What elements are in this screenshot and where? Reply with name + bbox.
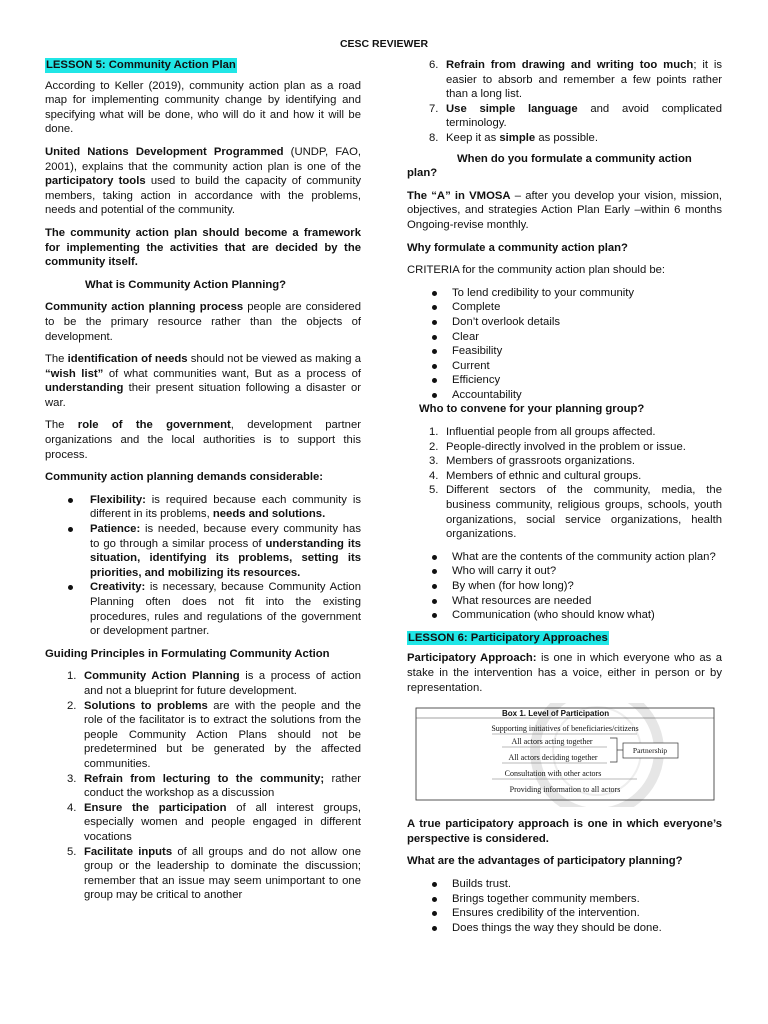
- list-item: [407, 550, 722, 565]
- diagram-title: Box 1. Level of Participation: [502, 709, 610, 719]
- demand-text: is required because each community is different in its problems,: [90, 493, 361, 521]
- who-text: Influential people from all groups affected.: [446, 426, 656, 439]
- level-5-label: Providing information to all actors: [509, 785, 621, 795]
- guiding-list: [45, 669, 361, 903]
- undp-paragraph: [45, 145, 361, 218]
- who-heading: Who to convene for your planning group?: [419, 403, 645, 416]
- list-item: [407, 344, 722, 359]
- process-text: people are considered to be the primary resource rather than the objects of development.: [45, 301, 361, 343]
- guiding-text: are with the people and the role of the facilitator is to extract the solutions from the people Community Action Plans should not be predetermined but be generated by the affected communities.: [84, 699, 361, 770]
- list-number: 1.: [429, 426, 439, 439]
- criteria-text: To lend credibility to your community: [452, 286, 635, 299]
- criteria-text: Don’t overlook details: [452, 315, 561, 328]
- bullet-icon: [432, 335, 437, 340]
- guiding-text: rather conduct the workshop as a discussion: [84, 772, 361, 800]
- list-item: [407, 388, 722, 403]
- guiding-text: of all interest groups, especially women and people engaged in different vocations: [84, 801, 361, 843]
- ident-text-2: should not be viewed as making a: [187, 353, 361, 366]
- question-text: What are the contents of the community action plan?: [452, 550, 716, 563]
- list-item: [45, 580, 361, 638]
- participatory-paragraph: [407, 651, 722, 695]
- lesson-6-heading: LESSON 6: Participatory Approaches: [408, 631, 608, 644]
- list-item: [407, 131, 722, 146]
- list-number: 8.: [429, 131, 439, 144]
- list-number: 2.: [67, 699, 77, 712]
- right-column: [407, 58, 722, 943]
- list-item: [45, 522, 361, 580]
- question-text: Communication (who should know what): [452, 609, 655, 622]
- level-3-label: All actors deciding together: [508, 753, 598, 763]
- lesson-5-heading: LESSON 5: Community Action Plan: [46, 59, 236, 71]
- ident-text-1: The: [45, 353, 68, 366]
- bullet-icon: [68, 585, 73, 590]
- undp-text-2: used to build the capacity of community members, taking action in accordance with the problems, needs and potential of the community.: [45, 175, 361, 217]
- bullet-icon: [432, 569, 437, 574]
- keller-paragraph: According to Keller (2019), community action plan as a road map for implementing community change by identifying and specifying what will be done, who will do it and how it will be done.: [45, 79, 361, 136]
- bullet-icon: [432, 320, 437, 325]
- guiding-text: Keep it as: [446, 131, 500, 144]
- list-number: 3.: [429, 455, 439, 468]
- bullet-icon: [432, 926, 437, 931]
- role-bold: role of the government: [77, 419, 231, 432]
- question-text: By when (for how long)?: [452, 580, 574, 592]
- list-item: [407, 877, 722, 892]
- simple-bold: simple: [499, 131, 536, 144]
- list-item: [407, 359, 722, 374]
- participatory-tools-bold: participatory tools: [45, 175, 146, 188]
- bullet-icon: [432, 599, 437, 604]
- list-item: [45, 772, 361, 801]
- list-item: [45, 845, 361, 903]
- list-item: [407, 906, 722, 921]
- guiding-term: Ensure the participation: [84, 801, 227, 814]
- list-number: 2.: [429, 440, 439, 453]
- bullet-icon: [432, 613, 437, 618]
- ident-bold-3: understanding: [45, 382, 124, 395]
- list-number: 3.: [67, 772, 77, 785]
- questions-list: [407, 550, 722, 623]
- criteria-intro: CRITERIA for the community action plan should be:: [407, 264, 666, 277]
- left-column: [45, 58, 361, 911]
- undp-text-1: (UNDP, FAO, 2001), explains that the community action plan is one of the: [45, 145, 361, 173]
- list-item: [407, 892, 722, 907]
- when-heading-text: When do you formulate a community action plan?: [407, 152, 692, 180]
- who-text: Members of grassroots organizations.: [446, 455, 635, 468]
- guiding-term: Refrain from drawing and writing too much: [446, 59, 694, 71]
- process-paragraph: [45, 300, 361, 344]
- list-item: [407, 594, 722, 609]
- identification-paragraph: [45, 352, 361, 410]
- list-item: [407, 286, 722, 301]
- list-item: [45, 493, 361, 522]
- advantage-text: Brings together community members.: [452, 892, 640, 905]
- ident-text-4: their present situation following a disaster or war.: [45, 382, 361, 409]
- demand-term: Creativity:: [90, 581, 146, 594]
- ident-text-3: of what communities want, But as a process of: [103, 367, 361, 380]
- framework-paragraph: The community action plan should become a framework for implementing the activities that are decided by the community itself.: [45, 226, 361, 269]
- bullet-icon: [432, 555, 437, 560]
- list-item: [45, 669, 361, 698]
- list-number: 4.: [429, 469, 439, 482]
- list-number: 4.: [67, 801, 77, 814]
- ident-bold-1: identification of needs: [67, 353, 188, 366]
- guiding-text: is a process of action and not a blueprint for future development.: [84, 670, 361, 697]
- what-is-cap-heading: What is Community Action Planning?: [85, 278, 287, 291]
- who-text: Different sectors of the community, media, the business community, religious groups, schools, youth organizations, social service organizations, health organizations.: [446, 484, 722, 541]
- guiding-text: and avoid complicated terminology.: [446, 102, 722, 130]
- vmosa-bold: The “A” in VMOSA: [407, 189, 511, 202]
- criteria-text: Feasibility: [452, 345, 503, 358]
- guiding-term: Refrain from lecturing to the community;: [84, 772, 325, 785]
- list-item: [407, 440, 722, 455]
- list-item: [407, 330, 722, 345]
- question-text: Who will carry it out?: [452, 565, 557, 578]
- role-paragraph: [45, 418, 361, 462]
- list-item: [407, 373, 722, 388]
- list-number: 5.: [429, 484, 439, 497]
- guiding-text: ; it is easier to absorb and remember a few points rather than a long list.: [446, 59, 722, 101]
- criteria-list: [407, 286, 722, 403]
- demand-term: Patience:: [90, 523, 141, 536]
- list-item: [45, 801, 361, 845]
- participatory-bold: Participatory Approach:: [407, 652, 537, 665]
- level-4-label: Consultation with other actors: [504, 769, 602, 779]
- guiding-term: Facilitate inputs: [84, 845, 173, 858]
- list-item: [407, 469, 722, 484]
- partnership-label: Partnership: [632, 746, 668, 756]
- list-item: [407, 608, 722, 623]
- demand-bold-tail: needs and solutions.: [212, 508, 326, 521]
- bullet-icon: [432, 584, 437, 589]
- level-2-label: All actors acting together: [511, 737, 593, 747]
- list-item: [407, 579, 722, 594]
- role-text-2: , development partner organizations and the local authorities is to support this process.: [45, 419, 361, 461]
- vmosa-text: – after you develop your vision, mission, objectives, and strategies Action Plan Early –within 6 months Ongoing-revise monthly.: [407, 189, 723, 231]
- criteria-text: Complete: [452, 301, 501, 314]
- list-item: [407, 921, 722, 936]
- bullet-icon: [68, 498, 73, 503]
- bullet-icon: [432, 882, 437, 887]
- criteria-text: Efficiency: [452, 374, 501, 387]
- list-item: [407, 483, 722, 541]
- list-number: 5.: [67, 845, 77, 858]
- list-item: [407, 58, 722, 102]
- list-item: [45, 699, 361, 772]
- true-approach-paragraph: A true participatory approach is one in which everyone’s perspective is considered.: [407, 818, 722, 845]
- participatory-text: is one in which everyone who as a stake in the intervention has a voice, either in person or by representation.: [407, 652, 722, 694]
- document-title: CESC REVIEWER: [339, 38, 429, 50]
- criteria-text: Current: [452, 359, 490, 372]
- why-heading: Why formulate a community action plan?: [407, 241, 628, 254]
- demands-list: [45, 493, 361, 639]
- demand-bold-tail: understanding its situation, identifying its problems, setting its priorities, and mobilizing its resources.: [90, 537, 361, 579]
- ident-bold-2: “wish list”: [45, 367, 104, 380]
- participation-diagram: [407, 703, 722, 807]
- advantages-heading: What are the advantages of participatory planning?: [407, 855, 683, 868]
- guiding-text-tail: as possible.: [535, 131, 598, 144]
- bullet-icon: [432, 305, 437, 310]
- who-list: [407, 425, 722, 542]
- advantages-list: [407, 877, 722, 935]
- list-item: [407, 300, 722, 315]
- bullet-icon: [432, 364, 437, 369]
- who-text: People-directly involved in the problem or issue.: [446, 440, 686, 453]
- guiding-term: Solutions to problems: [84, 699, 208, 712]
- bullet-icon: [432, 291, 437, 296]
- role-text-1: The: [45, 419, 78, 432]
- criteria-text: Clear: [452, 330, 479, 343]
- when-heading: [407, 152, 722, 181]
- advantage-text: Ensures credibility of the intervention.: [452, 907, 640, 920]
- guiding-term: Use simple language: [446, 102, 578, 115]
- process-bold: Community action planning process: [45, 301, 244, 314]
- demands-heading: Community action planning demands considerable:: [45, 471, 324, 484]
- demand-text: is necessary, because Community Action Planning often does not fit into the existing procedures, rules and regulations of the government or development partner.: [90, 581, 361, 638]
- undp-bold: United Nations Development Programmed: [45, 145, 284, 158]
- advantage-text: Builds trust.: [452, 877, 512, 890]
- partnership-bracket: [610, 738, 617, 762]
- demand-term: Flexibility:: [90, 493, 146, 506]
- list-item: [407, 454, 722, 469]
- bullet-icon: [432, 897, 437, 902]
- guiding-text: of all groups and do not allow one group or the leadership to dominate the discussion; remember that an issue may seem unimportant to one group may be critical to another: [84, 845, 361, 902]
- bullet-icon: [432, 911, 437, 916]
- question-text: What resources are needed: [452, 594, 592, 607]
- vmosa-paragraph: [407, 189, 722, 233]
- list-item: [407, 102, 722, 131]
- guiding-term: Community Action Planning: [84, 670, 240, 683]
- bullet-icon: [432, 349, 437, 354]
- advantage-text: Does things the way they should be done.: [452, 921, 662, 934]
- who-text: Members of ethnic and cultural groups.: [446, 469, 642, 482]
- list-number: 6.: [429, 59, 439, 71]
- list-item: [407, 564, 722, 579]
- demand-text: is needed, because every community has to go through a similar process of: [90, 523, 361, 550]
- list-number: 7.: [429, 102, 439, 115]
- bullet-icon: [432, 393, 437, 398]
- bullet-icon: [68, 527, 73, 532]
- level-1-label: Supporting initiatives of beneficiaries/citizens: [491, 724, 639, 734]
- guiding-list-continued: [407, 58, 722, 146]
- list-item: [407, 425, 722, 440]
- participation-diagram-svg: [407, 703, 722, 807]
- criteria-text: Accountability: [452, 388, 522, 401]
- guiding-heading: Guiding Principles in Formulating Community Action: [45, 647, 330, 660]
- bullet-icon: [432, 378, 437, 383]
- list-number: 1.: [67, 670, 77, 683]
- list-item: [407, 315, 722, 330]
